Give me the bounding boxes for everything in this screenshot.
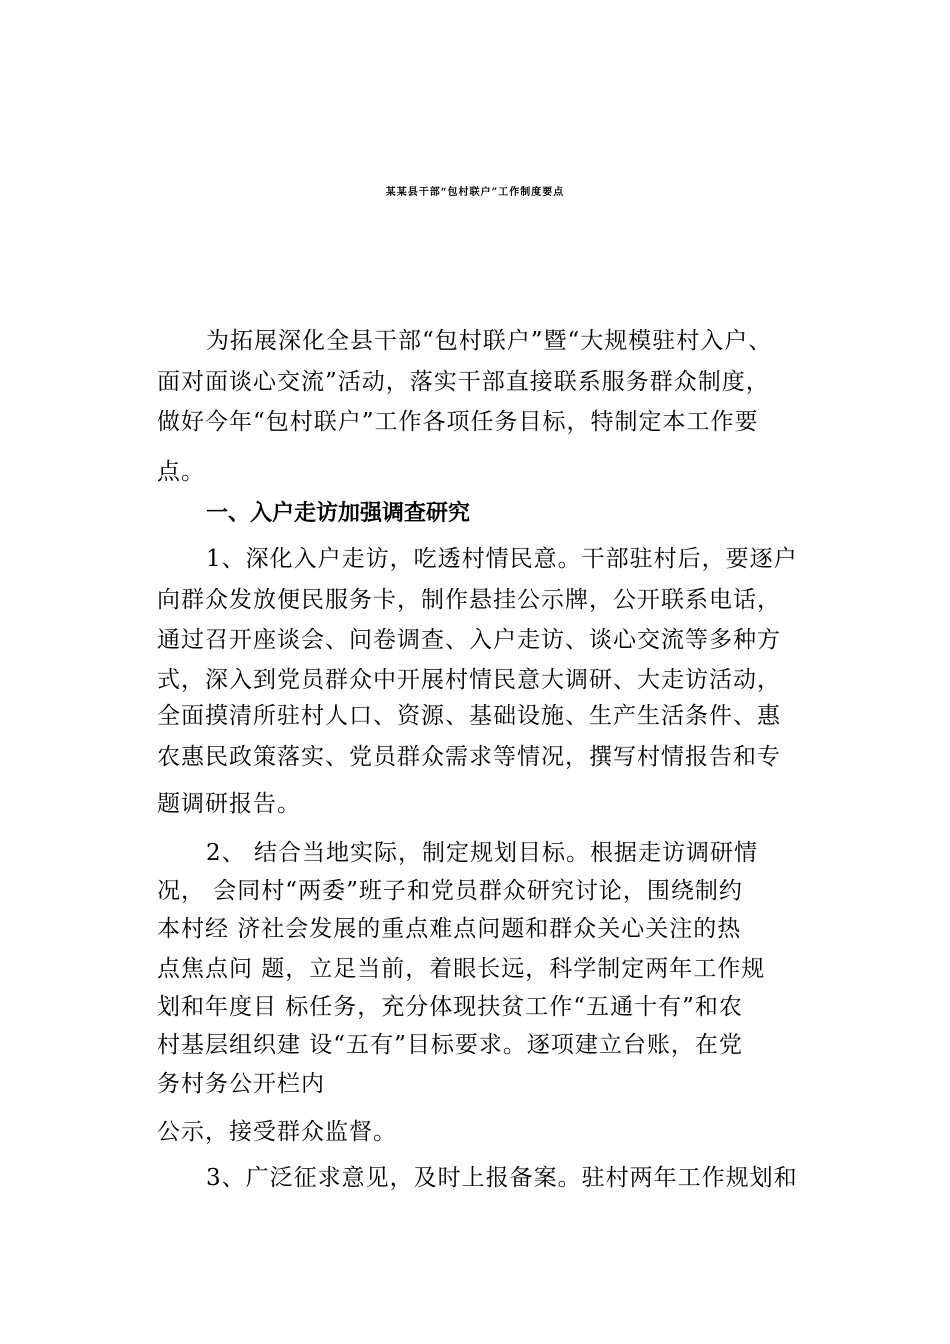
item1-line-1: 1、深化入户走访，吃透村情民意。干部驻村后，要逐户: [206, 546, 798, 572]
item2-line-5: 划和年度目 标任务，充分体现扶贫工作“五通十有”和农: [157, 994, 743, 1020]
item1-line-7: 题调研报告。: [157, 791, 301, 817]
document-title: 某某县干部“包村联户”工作制度要点: [385, 187, 565, 198]
item2-line-3: 本村经 济社会发展的重点难点问题和群众关心关注的热: [157, 916, 742, 942]
item1-line-4: 式，深入到党员群众中开展村情民意大调研、大走访活动，: [157, 667, 781, 693]
item2-line-6: 村基层组织建 设“五有”目标要求。逐项建立台账，在党: [157, 1032, 743, 1058]
intro-line-3: 做好今年“包村联户”工作各项任务目标，特制定本工作要: [157, 409, 759, 435]
intro-line-2: 面对面谈心交流”活动，落实干部直接联系服务群众制度，: [157, 369, 770, 395]
item2-line-8: 公示，接受群众监督。: [157, 1119, 397, 1145]
item2-line-2: 况， 会同村“两委”班子和党员群众研究讨论，围绕制约: [157, 878, 743, 904]
item3-line-1: 3、广泛征求意见，及时上报备案。驻村两年工作规划和: [206, 1165, 798, 1191]
item2-line-7: 务村务公开栏内: [157, 1071, 325, 1097]
item1-line-6: 农惠民政策落实、党员群众需求等情况，撰写村情报告和专: [157, 744, 781, 770]
item1-line-2: 向群众发放便民服务卡，制作悬挂公示牌，公开联系电话，: [157, 587, 781, 613]
item1-line-5: 全面摸清所驻村人口、资源、基础设施、生产生活条件、惠: [157, 703, 781, 729]
item2-line-4: 点焦点问 题，立足当前，着眼长远，科学制定两年工作规: [157, 956, 766, 982]
item1-line-3: 通过召开座谈会、问卷调查、入户走访、谈心交流等多种方: [157, 627, 781, 653]
section-heading-1: 一、入户走访加强调查研究: [206, 501, 471, 526]
intro-line-1: 为拓展深化全县干部“包村联户”暨“大规模驻村入户、: [206, 328, 773, 354]
item2-line-1: 2、 结合当地实际，制定规划目标。根据走访调研情: [206, 840, 758, 866]
intro-line-4: 点。: [157, 459, 205, 485]
